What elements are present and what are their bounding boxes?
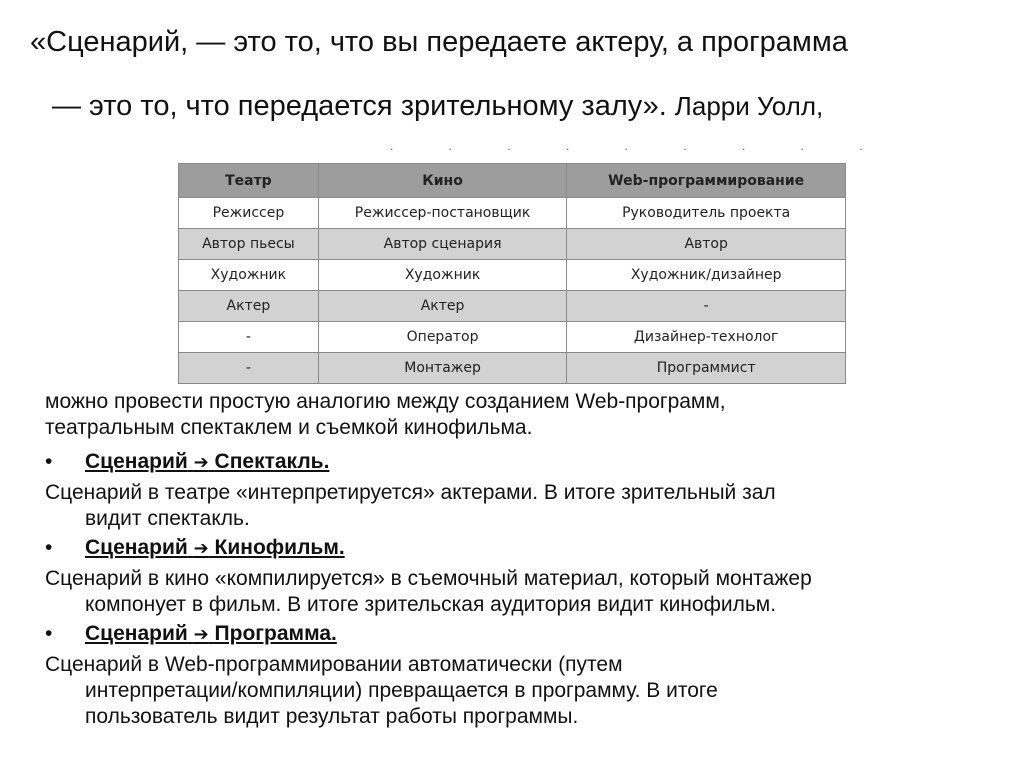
table-cell: Программист	[567, 353, 846, 384]
bullet-dot: •	[45, 622, 53, 645]
table-header-row	[179, 164, 846, 198]
table-row	[179, 198, 846, 229]
bullet-heading-film	[45, 535, 345, 562]
table-cell: Художник	[318, 260, 567, 291]
table-cell: Автор пьесы	[179, 229, 319, 260]
table-header-web: Web-программирование	[567, 164, 846, 198]
table-row	[179, 322, 846, 353]
table-cell: -	[567, 291, 846, 322]
table-cell: Руководитель проекта	[567, 198, 846, 229]
table-cell: -	[179, 353, 319, 384]
table-row	[179, 353, 846, 384]
paragraph-line: видит спектакль.	[85, 507, 250, 530]
paragraph-line: Сценарий в Web-программировании автоматически (путем	[45, 653, 623, 676]
paragraph-spectacle	[45, 480, 776, 532]
intro-paragraph	[45, 389, 726, 441]
paragraph-program	[45, 652, 718, 730]
paragraph-line: компонует в фильм. В итоге зрительская аудитория видит кинофильм.	[85, 593, 777, 616]
decorative-dots: . . . . . . . . .	[390, 139, 889, 153]
table-cell: Автор	[567, 229, 846, 260]
table-cell: Монтажер	[318, 353, 567, 384]
heading-left: Сценарий	[85, 536, 188, 559]
bullet-heading-spectacle	[45, 449, 329, 476]
quote-text-2: — это то, что передается зрительному залу».	[52, 90, 667, 122]
heading-right: Спектакль.	[214, 450, 330, 473]
table-row	[179, 229, 846, 260]
intro-line-2: театральным спектаклем и съемкой кинофильма.	[45, 416, 533, 439]
bullet-dot: •	[45, 450, 53, 473]
heading-right: Кинофильм.	[214, 536, 345, 559]
table-header-cinema: Кино	[318, 164, 567, 198]
table-row	[179, 291, 846, 322]
paragraph-line: Сценарий в кино «компилируется» в съемочный материал, который монтажер	[45, 567, 812, 590]
analogy-table	[178, 163, 846, 384]
table-cell: Оператор	[318, 322, 567, 353]
table-cell: Дизайнер-технолог	[567, 322, 846, 353]
heading-left: Сценарий	[85, 622, 188, 645]
heading-right: Программа.	[214, 622, 337, 645]
table-cell: -	[179, 322, 319, 353]
paragraph-line: пользователь видит результат работы программы.	[85, 705, 579, 728]
table-cell: Актер	[318, 291, 567, 322]
table-cell: Художник/дизайнер	[567, 260, 846, 291]
table-cell: Автор сценария	[318, 229, 567, 260]
bullet-heading-program	[45, 621, 337, 648]
arrow-right-icon: ➔	[193, 452, 209, 473]
arrow-right-icon: ➔	[193, 624, 209, 645]
bullet-dot: •	[45, 536, 53, 559]
arrow-right-icon: ➔	[193, 538, 209, 559]
table-cell: Режиссер-постановщик	[318, 198, 567, 229]
quote-line-1	[30, 26, 848, 59]
quote-author: Ларри Уолл,	[674, 91, 824, 121]
table-cell: Художник	[179, 260, 319, 291]
table-cell: Режиссер	[179, 198, 319, 229]
table-row	[179, 260, 846, 291]
intro-line-1: можно провести простую аналогию между созданием Web-программ,	[45, 390, 726, 413]
table-header-theatre: Театр	[179, 164, 319, 198]
quote-text-1: «Сценарий, — это то, что вы передаете актеру, а программа	[30, 26, 848, 58]
paragraph-line: Сценарий в театре «интерпретируется» актерами. В итоге зрительный зал	[45, 481, 776, 504]
paragraph-line: интерпретации/компиляции) превращается в программу. В итоге	[85, 679, 718, 702]
table-cell: Актер	[179, 291, 319, 322]
quote-line-2	[52, 90, 823, 123]
paragraph-film	[45, 566, 812, 618]
heading-left: Сценарий	[85, 450, 188, 473]
